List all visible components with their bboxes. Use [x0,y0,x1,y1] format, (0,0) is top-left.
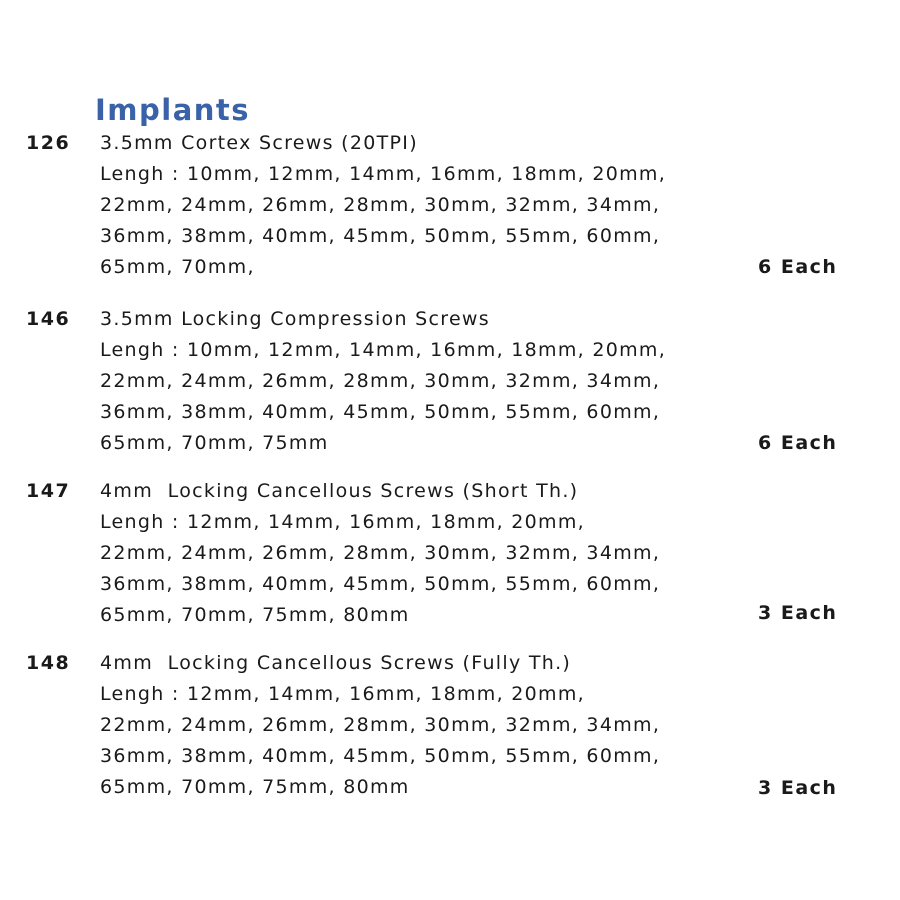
item-length-line: 65mm, 70mm, 75mm, 80mm [100,776,410,798]
item-length-line: Lengh : 10mm, 12mm, 14mm, 16mm, 18mm, 20mm, [100,163,667,185]
item-length-line: 22mm, 24mm, 26mm, 28mm, 30mm, 32mm, 34mm, [100,370,661,392]
item-length-line: 65mm, 70mm, [100,256,255,278]
item-length-line: 22mm, 24mm, 26mm, 28mm, 30mm, 32mm, 34mm, [100,542,661,564]
item-length-line: 22mm, 24mm, 26mm, 28mm, 30mm, 32mm, 34mm, [100,194,661,216]
item-quantity: 6 Each [758,432,838,454]
item-quantity: 6 Each [758,256,838,278]
catalog-item [0,476,900,636]
catalog-item [0,304,900,464]
item-description [100,476,720,631]
item-length-line: 36mm, 38mm, 40mm, 45mm, 50mm, 55mm, 60mm, [100,401,661,423]
item-title: 4mm Locking Cancellous Screws (Short Th.) [100,480,579,502]
item-length-line: 36mm, 38mm, 40mm, 45mm, 50mm, 55mm, 60mm, [100,573,661,595]
item-length-line: 65mm, 70mm, 75mm [100,432,329,454]
item-code: 148 [26,652,71,674]
item-code: 146 [26,308,71,330]
item-title: 4mm Locking Cancellous Screws (Fully Th.) [100,652,572,674]
item-description [100,128,720,283]
item-code: 126 [26,132,71,154]
item-length-line: Lengh : 10mm, 12mm, 14mm, 16mm, 18mm, 20mm, [100,339,667,361]
item-title: 3.5mm Locking Compression Screws [100,308,490,330]
item-length-line: 22mm, 24mm, 26mm, 28mm, 30mm, 32mm, 34mm, [100,714,661,736]
item-title: 3.5mm Cortex Screws (20TPI) [100,132,418,154]
item-code: 147 [26,480,71,502]
item-length-line: Lengh : 12mm, 14mm, 16mm, 18mm, 20mm, [100,683,585,705]
catalog-item [0,128,900,288]
item-length-line: 36mm, 38mm, 40mm, 45mm, 50mm, 55mm, 60mm, [100,225,661,247]
item-length-line: 36mm, 38mm, 40mm, 45mm, 50mm, 55mm, 60mm, [100,745,661,767]
item-quantity: 3 Each [758,602,838,624]
item-description [100,648,720,803]
item-quantity: 3 Each [758,777,838,799]
item-length-line: 65mm, 70mm, 75mm, 80mm [100,604,410,626]
section-title: Implants [95,93,251,127]
item-length-line: Lengh : 12mm, 14mm, 16mm, 18mm, 20mm, [100,511,585,533]
catalog-item [0,648,900,808]
item-description [100,304,720,459]
